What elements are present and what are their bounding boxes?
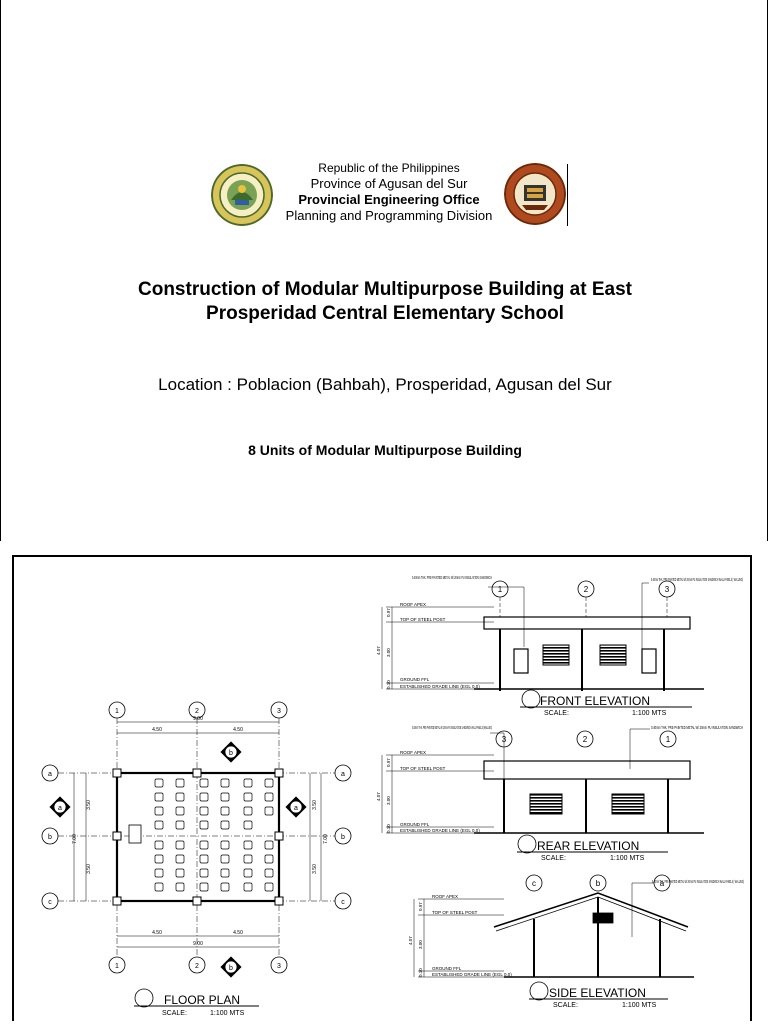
front-grid-3: 3 [664, 585, 670, 594]
header-province: Province of Agusan del Sur [310, 176, 468, 191]
side-ground: GROUND FFL [432, 966, 462, 971]
desk [200, 855, 208, 863]
side-note-right: 0.40mm THK. PRE-PAINTED METAL W/ 20mm PU INSULATION SANDWICH WALL PANELS ( WALLING) [652, 879, 745, 884]
agusan-provincial-seal-icon [211, 164, 273, 226]
floor-dim-half2-bottom: 4.50 [233, 930, 243, 936]
desk [265, 855, 273, 863]
side-scale: 1:100 MTS [622, 1002, 657, 1009]
floor-dim-half1-top: 4.50 [152, 727, 162, 733]
floor-dim-half1-bottom: 4.50 [152, 930, 162, 936]
floor-grid-label-3-bottom: 3 [277, 963, 281, 970]
desk [200, 883, 208, 891]
desk [244, 793, 252, 801]
desk [176, 793, 184, 801]
rear-grid-1: 1 [665, 735, 671, 744]
rear-dim-total: 4.07 [376, 792, 381, 801]
desk [221, 841, 229, 849]
desk [155, 793, 163, 801]
desk [155, 855, 163, 863]
floor-grid-label-b: b [48, 834, 52, 841]
desk [200, 807, 208, 815]
desk [200, 869, 208, 877]
rear-scale-label: SCALE: [541, 855, 566, 862]
desk [176, 841, 184, 849]
desk [221, 807, 229, 815]
side-dim-a: 0.97 [418, 902, 423, 911]
desk [176, 855, 184, 863]
project-units: 8 Units of Modular Multipurpose Building [248, 442, 522, 458]
side-dim-b: 3.00 [418, 940, 423, 949]
front-note-right: 0.40mm THK. PRE-PAINTED METAL W/ 20mm PU INSULATION SANDWICH WALL PANELS ( WALLING) [651, 577, 744, 582]
desk [155, 779, 163, 787]
desk [265, 807, 273, 815]
desk [221, 821, 229, 829]
floor-grid-label-b-right: b [341, 834, 345, 841]
desk [244, 841, 252, 849]
floor-dim-total-left: 7.00 [72, 834, 78, 844]
desk [221, 869, 229, 877]
desk [155, 869, 163, 877]
project-title [61, 278, 709, 326]
floor-section-a-right: a [294, 805, 298, 812]
rear-grid-3: 3 [501, 735, 507, 744]
front-dim-b: 3.00 [386, 648, 391, 657]
side-grid-a: a [659, 879, 665, 888]
rear-dim-a: 0.97 [386, 758, 391, 767]
rear-grade: ESTABLISHED GRADE LINE (EGL 0.0) [400, 828, 480, 833]
project-title-line2: Prosperidad Central Elementary School [206, 303, 564, 324]
floor-grid-label-c-right: c [341, 899, 345, 906]
floor-desks [155, 779, 273, 891]
floor-dim-half1-right: 3.50 [312, 800, 318, 810]
desk [265, 779, 273, 787]
floor-plan-scale: 1:100 MTS [210, 1010, 245, 1017]
project-location: Location : Poblacion (Bahbah), Prosperidad, Agusan del Sur [158, 375, 612, 394]
desk [155, 883, 163, 891]
desk [265, 793, 273, 801]
floor-section-b-bottom: b [229, 965, 233, 972]
desk [244, 869, 252, 877]
floor-grid-label-1-bottom: 1 [115, 963, 119, 970]
agency-header [281, 160, 497, 224]
side-grid-b: b [595, 879, 601, 888]
desk [221, 855, 229, 863]
desk [176, 821, 184, 829]
floor-plan-labels [48, 708, 345, 1017]
front-roof-apex: ROOF APEX [400, 602, 427, 607]
front-note-left: 0.40mm THK. PRE-PAINTED METAL W/ 20mm PU INSULATION SANDWICH [412, 575, 492, 580]
rear-ground: GROUND FFL [400, 822, 430, 827]
rear-grid-2: 2 [582, 735, 588, 744]
floor-plan-title: FLOOR PLAN [163, 993, 241, 1007]
rear-elevation [382, 729, 704, 853]
side-roof-apex: ROOF APEX [432, 894, 459, 899]
desk [155, 841, 163, 849]
header-division: Planning and Programming Division [285, 208, 493, 223]
desk [221, 883, 229, 891]
front-dim-c: 0.10 [386, 680, 391, 689]
floor-grid-label-c: c [48, 899, 52, 906]
front-scale: 1:100 MTS [632, 710, 667, 717]
desk [176, 883, 184, 891]
floor-dim-total-bottom: 9.00 [193, 941, 203, 947]
front-scale-label: SCALE: [544, 710, 569, 717]
front-dim-a: 0.97 [386, 608, 391, 617]
rear-top-post: TOP OF STEEL POST [400, 766, 446, 771]
front-grade: ESTABLISHED GRADE LINE (EGL 0.0) [400, 684, 480, 689]
front-dim-total: 4.07 [376, 646, 381, 655]
rear-elevation-title: REAR ELEVATION [537, 839, 640, 853]
front-grid-2: 2 [583, 585, 589, 594]
desk [244, 821, 252, 829]
header-office: Provincial Engineering Office [298, 192, 480, 207]
floor-grid-label-2-bottom: 2 [195, 963, 199, 970]
drawing-sheet-svg [14, 557, 750, 1021]
rear-note-right: 0.40mm THK. PRE-PAINTED METAL W/ 20mm PU INSULATION SANDWICH [651, 725, 743, 730]
desk [155, 807, 163, 815]
floor-grid-bubbles-top [42, 702, 351, 973]
project-title-line1: Construction of Modular Multipurpose Building at East [138, 279, 632, 300]
floor-grid-label-3: 3 [277, 708, 281, 715]
rear-roof-apex: ROOF APEX [400, 750, 427, 755]
side-dim-total: 4.07 [408, 936, 413, 945]
front-elevation-title: FRONT ELEVATION [540, 694, 651, 708]
desk [221, 793, 229, 801]
rear-scale: 1:100 MTS [610, 855, 645, 862]
front-grid-1: 1 [497, 585, 503, 594]
floor-section-b-top: b [229, 750, 233, 757]
side-elevation-title: SIDE ELEVATION [549, 986, 646, 1000]
floor-dim-total-top: 9.00 [193, 716, 203, 722]
desk [244, 883, 252, 891]
desk [200, 821, 208, 829]
desk [176, 869, 184, 877]
floor-dim-half2-left: 3.50 [86, 864, 92, 874]
drawing-sheet [12, 555, 752, 1021]
desk [244, 807, 252, 815]
desk [244, 779, 252, 787]
desk [265, 883, 273, 891]
floor-dim-half2-top: 4.50 [233, 727, 243, 733]
side-dim-c: 0.10 [418, 968, 423, 977]
desk [200, 841, 208, 849]
side-scale-label: SCALE: [553, 1002, 578, 1009]
floor-grid-label-a: a [48, 771, 52, 778]
floor-plan-scale-label: SCALE: [162, 1010, 187, 1017]
front-ground: GROUND FFL [400, 677, 430, 682]
side-top-post: TOP OF STEEL POST [432, 910, 478, 915]
desk [265, 841, 273, 849]
rear-dim-b: 3.00 [386, 796, 391, 805]
desk [265, 869, 273, 877]
side-grade: ESTABLISHED GRADE LINE (EGL 0.0) [432, 972, 512, 977]
front-top-post: TOP OF STEEL POST [400, 617, 446, 622]
desk [155, 821, 163, 829]
desk [200, 779, 208, 787]
header-divider-line [567, 164, 568, 226]
provincial-engineering-office-seal-icon [504, 163, 566, 225]
floor-dim-half1-left: 3.50 [86, 800, 92, 810]
floor-grid-label-2: 2 [195, 708, 199, 715]
desk [200, 793, 208, 801]
desk [176, 779, 184, 787]
floor-grid-label-a-right: a [341, 771, 345, 778]
floor-dim-half2-right: 3.50 [312, 864, 318, 874]
desk [176, 807, 184, 815]
side-grid-c: c [532, 879, 536, 888]
side-elevation-labels [408, 879, 744, 1009]
floor-plan [42, 702, 351, 1007]
floor-grid-label-1: 1 [115, 708, 119, 715]
desk [221, 779, 229, 787]
rear-dim-c: 0.10 [386, 824, 391, 833]
floor-section-a-left: a [58, 805, 62, 812]
floor-dim-total-right: 7.00 [323, 834, 329, 844]
desk [244, 855, 252, 863]
header-republic: Republic of the Philippines [318, 161, 460, 175]
rear-note-left: 0.40mm THK. PRE-PAINTED METAL W/ 20mm PU INSULATION SANDWICH WALL PANELS (WALLING) [412, 725, 493, 730]
